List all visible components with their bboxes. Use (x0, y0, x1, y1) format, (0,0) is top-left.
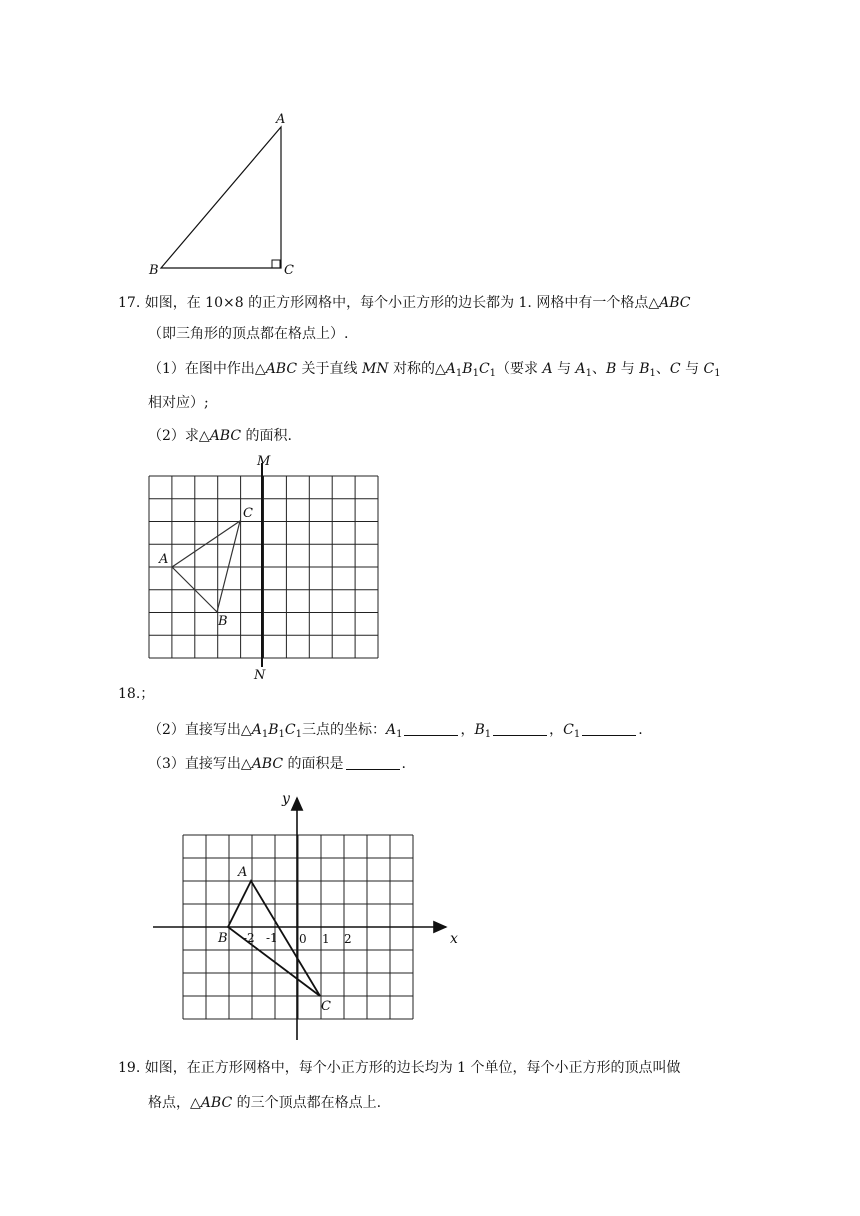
label-c: C (284, 263, 294, 278)
q17-with3: 与 (680, 361, 704, 377)
q18-ans-c: C (563, 722, 574, 738)
q17-part1-mid: 关于直线 (297, 361, 362, 377)
q17-sub6: 1 (714, 368, 721, 379)
q19-abc: ABC (200, 1095, 233, 1111)
q18-part3-pre: （3）直接写出△ (148, 756, 252, 772)
q17-with2: 与 (616, 361, 640, 377)
tick-2: 2 (344, 932, 352, 946)
q17-part1-abc: ABC (265, 361, 298, 377)
q17-req-b: B (606, 361, 617, 377)
q17-number: 17. (118, 295, 141, 311)
q17-sub1: 1 (455, 368, 463, 379)
q17-text1: 如图，在 10×8 的正方形网格中，每个小正方形的边长都为 1. 网格中有一个格点△ (144, 295, 660, 311)
q18-period2: . (401, 756, 406, 772)
q19-line2-pre: 格点，△ (148, 1095, 201, 1111)
q17-sep2: 、 (655, 361, 670, 377)
q19-text1: 如图，在正方形网格中，每个小正方形的边长均为 1 个单位，每个小正方形的顶点叫做 (144, 1060, 681, 1076)
q17-part1-mid2: 对称的△ (388, 361, 446, 377)
q17-req-a1: A (575, 361, 586, 377)
label-a: A (276, 112, 286, 127)
tick-neg1: -1 (266, 931, 278, 945)
q18-label-a: A (238, 865, 248, 880)
label-b: B (149, 263, 159, 278)
q18-period1: . (638, 722, 643, 738)
q19-line1 (118, 1058, 681, 1078)
q18-sub1: 1 (261, 729, 269, 740)
q17-text2: （即三角形的顶点都在格点上）. (148, 326, 349, 342)
tick-1: 1 (322, 932, 330, 946)
q17-sub4: 1 (585, 368, 593, 379)
q17-req-c: C (669, 361, 681, 377)
q18-b1: B (268, 722, 279, 738)
q18-sub3: 1 (295, 729, 302, 740)
q18-sub4: 1 (396, 729, 403, 740)
q18-ans-b: B (474, 722, 485, 738)
q17-part1-tail: 相对应）; (148, 395, 209, 411)
q17-req-c1: C (703, 361, 715, 377)
q19-line2 (148, 1093, 381, 1113)
q19-number: 19. (118, 1060, 141, 1076)
q17-part2-pre: （2）求△ (148, 428, 210, 444)
q17-part2-abc: ABC (209, 428, 242, 444)
q18-ans-a: A (385, 722, 397, 738)
label-n: N (254, 668, 266, 683)
origin-label: 0 (299, 932, 307, 946)
q18-comma1: ， (460, 722, 475, 738)
q18-part3-abc: ABC (251, 756, 284, 772)
q17-with1: 与 (552, 361, 576, 377)
q17-sep1: 、 (592, 361, 607, 377)
q18-part2-pre: （2）直接写出△ (148, 722, 252, 738)
q17-part1-pre: （1）在图中作出△ (148, 361, 266, 377)
q17-part1-mn: MN (361, 361, 389, 377)
q18-part2-mid: 三点的坐标： (301, 722, 386, 738)
q17-sub3: 1 (489, 368, 497, 379)
q17-part1-req: （要求 (496, 361, 543, 377)
q17-label-a: A (159, 552, 169, 567)
axis-label-y: y (282, 791, 290, 807)
q17-sub5: 1 (649, 368, 656, 379)
q17-part1-a1: A (445, 361, 456, 377)
q19-line2-tail: 的三个顶点都在格点上. (232, 1095, 382, 1111)
q17-abc: ABC (659, 295, 691, 311)
q17-part2-tail: 的面积. (241, 428, 292, 444)
q18-part3-mid: 的面积是 (283, 756, 344, 772)
q18-sub5: 1 (484, 729, 492, 740)
q17-label-b: B (218, 614, 228, 629)
q18-a1: A (251, 722, 262, 738)
q18-c1: C (284, 722, 296, 738)
q18-after-number: ； (140, 686, 155, 702)
q17-part1-c1: C (478, 361, 490, 377)
q18-number: 18. (118, 686, 141, 702)
tick-neg2: -2 (243, 931, 255, 945)
q18-sub6: 1 (573, 729, 581, 740)
q17-req-a: A (542, 361, 553, 377)
q17-req-b1: B (639, 361, 650, 377)
q17-sub2: 1 (472, 368, 479, 379)
q17-part1-b1: B (462, 361, 473, 377)
q18-label-c: C (321, 999, 331, 1014)
q18-comma2: ， (549, 722, 564, 738)
label-m: M (257, 454, 271, 469)
q18-label-b: B (218, 931, 228, 946)
q17-label-c: C (243, 506, 253, 521)
axis-label-x: x (450, 931, 458, 947)
q18-sub2: 1 (278, 729, 285, 740)
